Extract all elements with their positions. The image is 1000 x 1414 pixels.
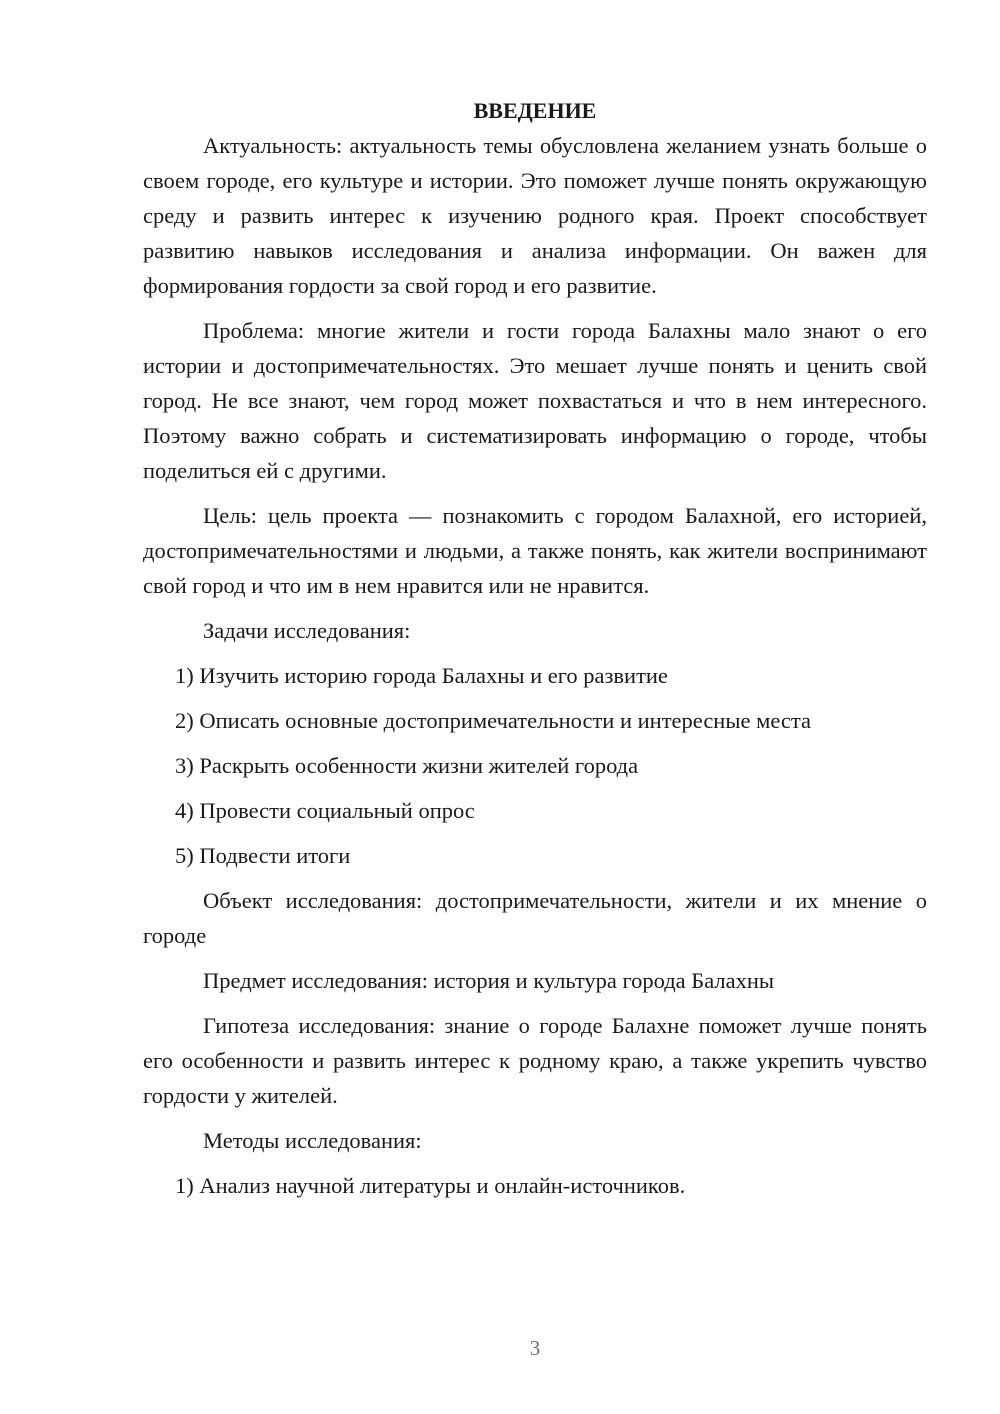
- task-item: 3) Раскрыть особенности жизни жителей города: [175, 753, 639, 778]
- page-number: 3: [529, 1336, 541, 1360]
- document-page: [143, 93, 927, 1213]
- subject-paragraph: Предмет исследования: история и культура города Балахны: [203, 968, 775, 993]
- task-item: 2) Описать основные достопримечательности и интересные места: [175, 708, 811, 733]
- task-item: 4) Провести социальный опрос: [175, 798, 475, 823]
- goal-paragraph: Цель: цель проекта — познакомить с городом Балахной, его историей, достопримечательностями и людьми, а также понять, как жители воспринимают свой город и что им в нем нравится или не нравится.: [143, 503, 927, 598]
- task-item: 5) Подвести итоги: [175, 843, 351, 868]
- methods-heading: Методы исследования:: [203, 1128, 422, 1153]
- object-paragraph: Объект исследования: достопримечательности, жители и их мнение о городе: [143, 888, 927, 948]
- problem-paragraph: Проблема: многие жители и гости города Балахны мало знают о его истории и достопримечательностях. Это мешает лучше понять и ценить свой город. Не все знают, чем город может похвастаться и что в нем интересного. Поэтому важно собрать и систематизировать информацию о городе, чтобы поделиться ей с другими.: [143, 318, 927, 483]
- tasks-heading: Задачи исследования:: [203, 618, 411, 643]
- relevance-paragraph: Актуальность: актуальность темы обусловлена желанием узнать больше о своем городе, его культуре и истории. Это поможет лучше понять окружающую среду и развить интерес к изучению родного края. Проект способствует развитию навыков исследования и анализа информации. Он важен для формирования гордости за свой город и его развитие.: [143, 133, 927, 298]
- task-item: 1) Изучить историю города Балахны и его развитие: [175, 663, 668, 688]
- hypothesis-paragraph: Гипотеза исследования: знание о городе Балахне поможет лучше понять его особенности и развить интерес к родному краю, а также укрепить чувство гордости у жителей.: [143, 1013, 927, 1108]
- section-title: ВВЕДЕНИЕ: [473, 98, 597, 123]
- method-item: 1) Анализ научной литературы и онлайн-источников.: [175, 1173, 686, 1198]
